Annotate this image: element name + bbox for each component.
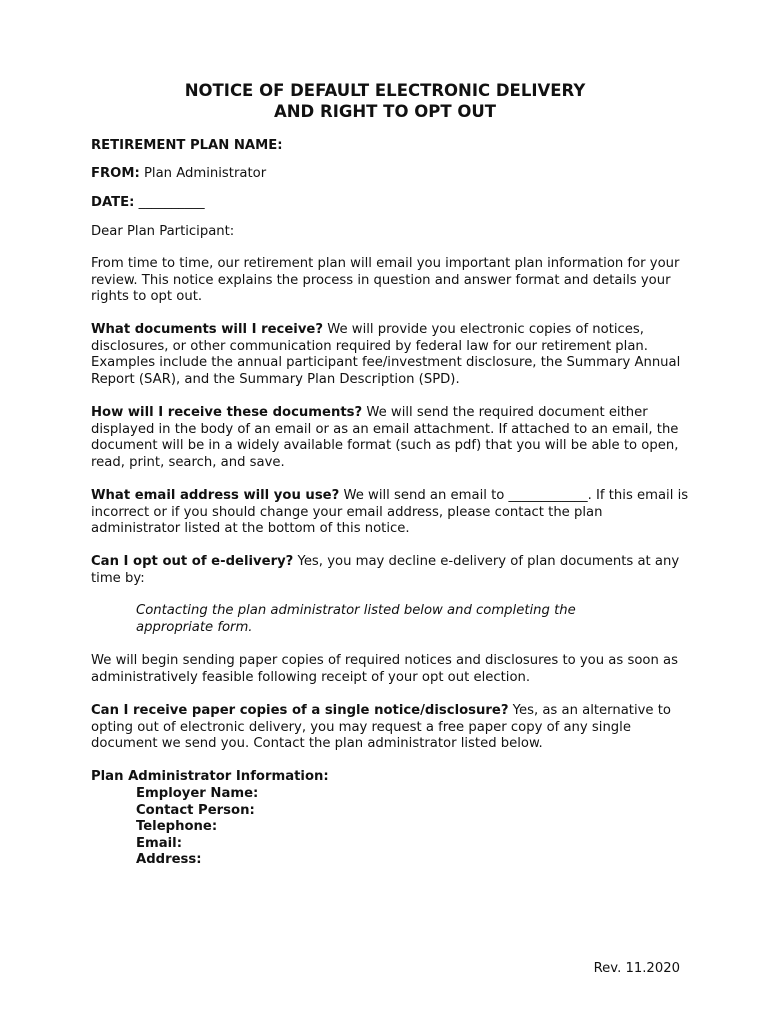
qa-opt-out (91, 554, 691, 587)
qa-documents (91, 322, 691, 388)
admin-field-telephone: Telephone: (136, 819, 218, 835)
qa-question: Can I opt out of e-delivery? (91, 554, 294, 569)
admin-field-contact-person: Contact Person: (136, 802, 255, 818)
title-line-1: NOTICE OF DEFAULT ELECTRONIC DELIVERY (184, 81, 586, 100)
date-label: DATE: (91, 195, 135, 210)
qa-answer: We will send an email to ____________. If this email is incorrect or if you should change your email address, please contact the plan administrator listed at the bottom of this notice. (91, 488, 689, 537)
from-line (91, 166, 691, 183)
plan-name-label: RETIREMENT PLAN NAME: (91, 138, 283, 153)
intro-paragraph: From time to time, our retirement plan will email you important plan information for your review. This notice explains the process in question and answer format and details your rights to opt out. (91, 256, 680, 305)
document-title (0, 80, 770, 122)
qa-answer: We will provide you electronic copies of notices, disclosures, or other communication required by federal law for our retirement plan. Examples include the annual participant fee/investment disclosure, the Summary Annual Report (SAR), and the Summary Plan Description (SPD). (91, 322, 681, 387)
plan-name-line (91, 138, 691, 155)
qa-answer: We will send the required document either displayed in the body of an email or as an email attachment. If attached to an email, the document will be in a widely available format (such as pdf) that you will be able to open, read, print, search, and save. (91, 405, 679, 470)
qa-email (91, 488, 691, 538)
qa-single-copy (91, 703, 691, 753)
admin-field-email: Email: (136, 835, 182, 851)
salutation: Dear Plan Participant: (91, 224, 235, 239)
admin-field-address: Address: (136, 852, 202, 868)
admin-info-fields (136, 786, 536, 869)
qa-receive (91, 405, 691, 471)
revision-label: Rev. 11.2020 (593, 961, 680, 976)
opt-out-method: Contacting the plan administrator listed below and completing the appropriate form. (136, 603, 576, 635)
paper-copies-note: We will begin sending paper copies of required notices and disclosures to you as soon as administratively feasible following receipt of your opt out election. (91, 653, 678, 685)
qa-question: What email address will you use? (91, 488, 340, 503)
admin-field-employer-name: Employer Name: (136, 786, 259, 801)
date-value: __________ (134, 195, 205, 210)
qa-question: What documents will I receive? (91, 322, 324, 337)
qa-answer: Yes, as an alternative to opting out of electronic delivery, you may request a free paper copy of any single document we send you. Contact the plan administrator listed below. (91, 703, 671, 752)
admin-info-heading (91, 769, 691, 786)
qa-question: Can I receive paper copies of a single notice/disclosure? (91, 703, 509, 718)
title-line-2: AND RIGHT TO OPT OUT (273, 102, 497, 121)
from-value: Plan Administrator (139, 166, 267, 181)
from-label: FROM: (91, 166, 140, 181)
qa-question: How will I receive these documents? (91, 405, 363, 420)
date-line (91, 195, 691, 212)
qa-answer: Yes, you may decline e-delivery of plan documents at any time by: (91, 554, 680, 586)
admin-heading-label: Plan Administrator Information: (91, 769, 329, 784)
